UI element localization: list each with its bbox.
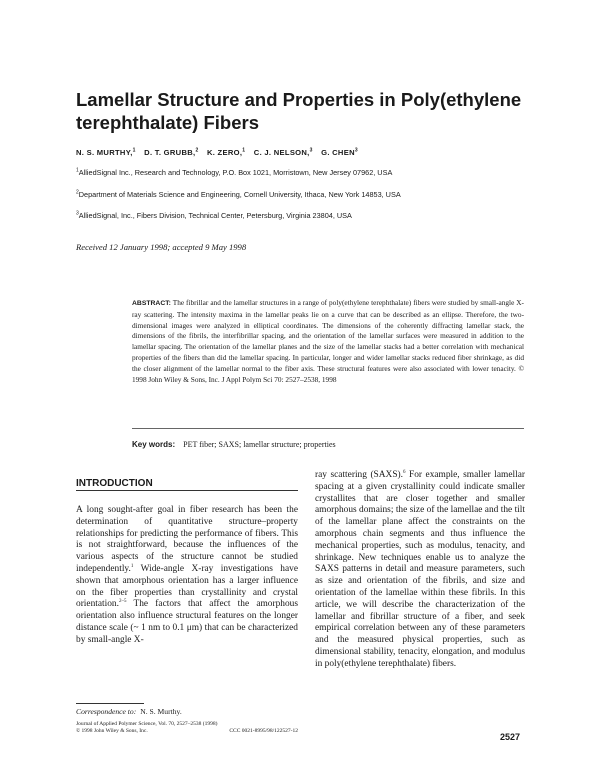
abstract — [132, 298, 524, 385]
journal-citation: Journal of Applied Polymer Science, Vol. 70, 2527–2538 (1998) — [76, 721, 218, 727]
affiliation-1: $^1$AlliedSignal Inc., Research and Technology, P.O. Box 1021, Morristown, New Jersey 07962, USA — [76, 167, 393, 177]
abstract-label: ABSTRACT: — [132, 300, 171, 307]
affiliation-3: $^3$AlliedSignal, Inc., Fibers Division, Technical Center, Petersburg, Virginia 23804, USA — [76, 210, 352, 220]
keywords-label: Key words: — [132, 440, 176, 449]
abstract-text: The fibrillar and the lamellar structures in a range of poly(ethylene terephthalate) fibers were studied by small-angle X-ray scattering. The intensity maxima in the lamellar peaks lie on a curve that can be described as an ellipse. Therefore, the two-dimensional images were analyzed in elliptical coordinates. The dimensions of the coherently diffracting lamellar stack, the dimensions of the fibrils, the interfibrillar spacing, and the orientation of the lamellar surfaces were measured in addition to the lamellar spacing. The orientation of the lamellar planes and the size of the lamellar stacks had a better correlation with mechanical properties of the fibers than did the lamellar spacing. In particular, longer and wider lamellar stacks reduced fiber shrinkage, as did the closer alignment of the lamellar normal to the fiber axis. These structural features were also associated with lower tenacity. © 1998 John Wiley & Sons, Inc. J Appl Polym Sci 70: 2527–2538, 1998 — [132, 298, 524, 384]
section-heading-introduction: INTRODUCTION — [76, 478, 153, 489]
author: G. CHEN$^3$ — [321, 147, 358, 157]
article-title: Lamellar Structure and Properties in Poly(ethylene terephthalate) Fibers — [76, 89, 522, 133]
correspondence-note: Correspondence to: N. S. Murthy. — [76, 707, 182, 716]
keywords — [132, 440, 532, 449]
received-dates: Received 12 January 1998; accepted 9 May 1998 — [76, 242, 247, 252]
journal-footer — [76, 721, 298, 735]
body-column-right: ray scattering (SAXS).$^6$ For example, smaller lamellar spacing at a given crystallinity could indicate smaller crystallites that are closer together and smaller amorphous domains; the size of the lamellae and the tilt of the lamellar plane affect the constraints on the amorphous chain segments and thus influence the mechanical properties, such as modulus, tenacity, and shrinkage. New techniques enable us to analyze the SAXS patterns in detail and measure parameters, such as size and orientation of the fibrils, and size and orientation of the lamellae within these fibrils. In this article, we will describe the characterization of the lamellar and fibrillar structure of a fiber, and seek empirical correlation between any of these parameters and the measured physical properties, such as dimensional stability, tenacity, elongation, and modulus in poly(ethylene terephthalate) fibers. — [315, 469, 525, 669]
affiliation-2: $^2$Department of Materials Science and Engineering, Cornell University, Ithaca, New York 14853, USA — [76, 189, 401, 199]
footnote-rule — [76, 703, 144, 704]
keywords-text: PET fiber; SAXS; lamellar structure; properties — [183, 440, 336, 449]
abstract-divider — [132, 428, 524, 429]
author-list — [76, 148, 556, 157]
author: K. ZERO,$^1$ — [206, 147, 246, 157]
body-column-left: A long sought-after goal in fiber research has been the determination of quantitative structure–property relationships for predicting the performance of fibers. This is not straightforward, because the influences of the various aspects of the structure cannot be studied independently.$^1$ Wide-angle X-ray investigations have shown that amorphous orientation has a larger influence on the fiber properties than crystallinity and crystal orientation.$^{2-5}$ The factors that affect the amorphous orientation also influence structural features on the longer distance scale (~ 1 nm to 0.1 μm) that can be characterized by small-angle X- — [76, 505, 298, 645]
copyright-line: © 1998 John Wiley & Sons, Inc. CCC 0021-8995/98/122527-12 — [76, 728, 298, 735]
page-number: 2527 — [500, 732, 521, 742]
author: N. S. MURTHY,$^1$ — [76, 147, 136, 157]
author: C. J. NELSON,$^3$ — [253, 147, 313, 157]
author: D. T. GRUBB,$^2$ — [144, 147, 199, 157]
section-heading-rule — [76, 490, 298, 491]
